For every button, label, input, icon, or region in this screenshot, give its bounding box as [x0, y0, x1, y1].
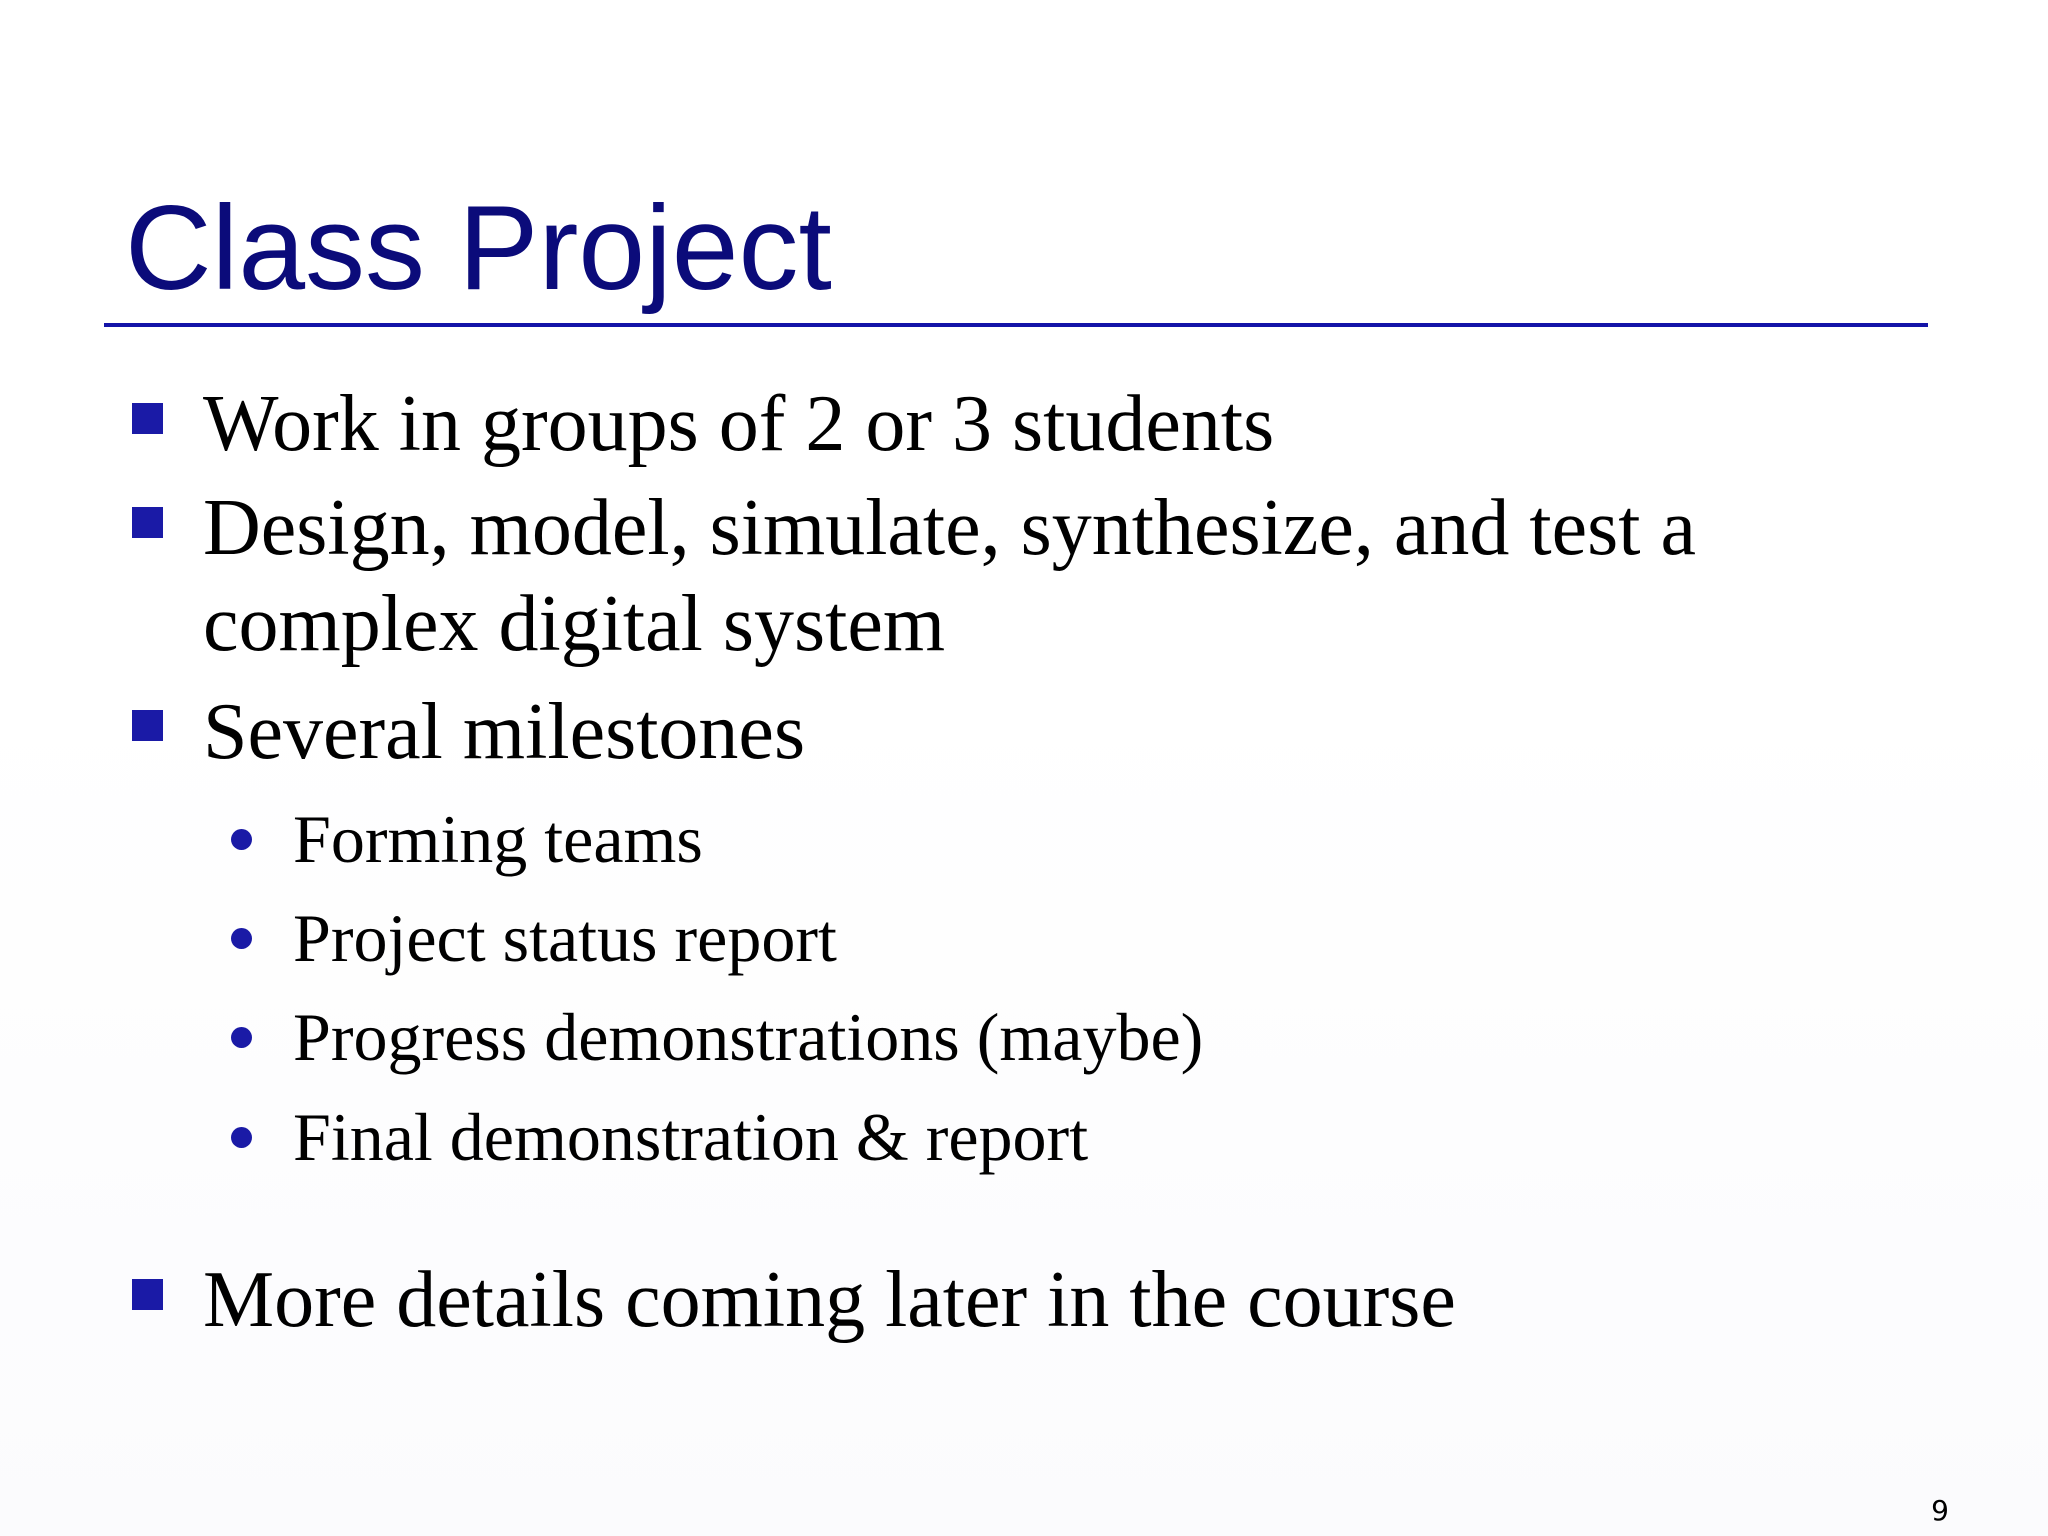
bullet-item-milestones: Several milestones: [203, 688, 806, 776]
round-bullet-icon: [231, 1127, 252, 1148]
bullet-item-design-line2: complex digital system: [203, 580, 946, 668]
square-bullet-icon: [132, 710, 163, 741]
round-bullet-icon: [231, 1027, 252, 1048]
bullet-item-groups: Work in groups of 2 or 3 students: [203, 380, 1275, 468]
square-bullet-icon: [132, 403, 163, 434]
round-bullet-icon: [231, 829, 252, 850]
bullet-item-more-details: More details coming later in the course: [203, 1256, 1456, 1344]
square-bullet-icon: [132, 507, 163, 538]
title-underline: [104, 323, 1928, 327]
round-bullet-icon: [231, 928, 252, 949]
square-bullet-icon: [132, 1279, 163, 1310]
sub-bullet-final-demo: Final demonstration & report: [293, 1099, 1089, 1175]
sub-bullet-forming-teams: Forming teams: [293, 801, 703, 877]
bullet-item-design-line1: Design, model, simulate, synthesize, and test a: [203, 484, 1697, 572]
sub-bullet-status-report: Project status report: [293, 900, 837, 976]
page-number: 9: [1931, 1494, 1949, 1527]
slide-title: Class Project: [125, 181, 832, 315]
sub-bullet-progress-demos: Progress demonstrations (maybe): [293, 999, 1204, 1075]
